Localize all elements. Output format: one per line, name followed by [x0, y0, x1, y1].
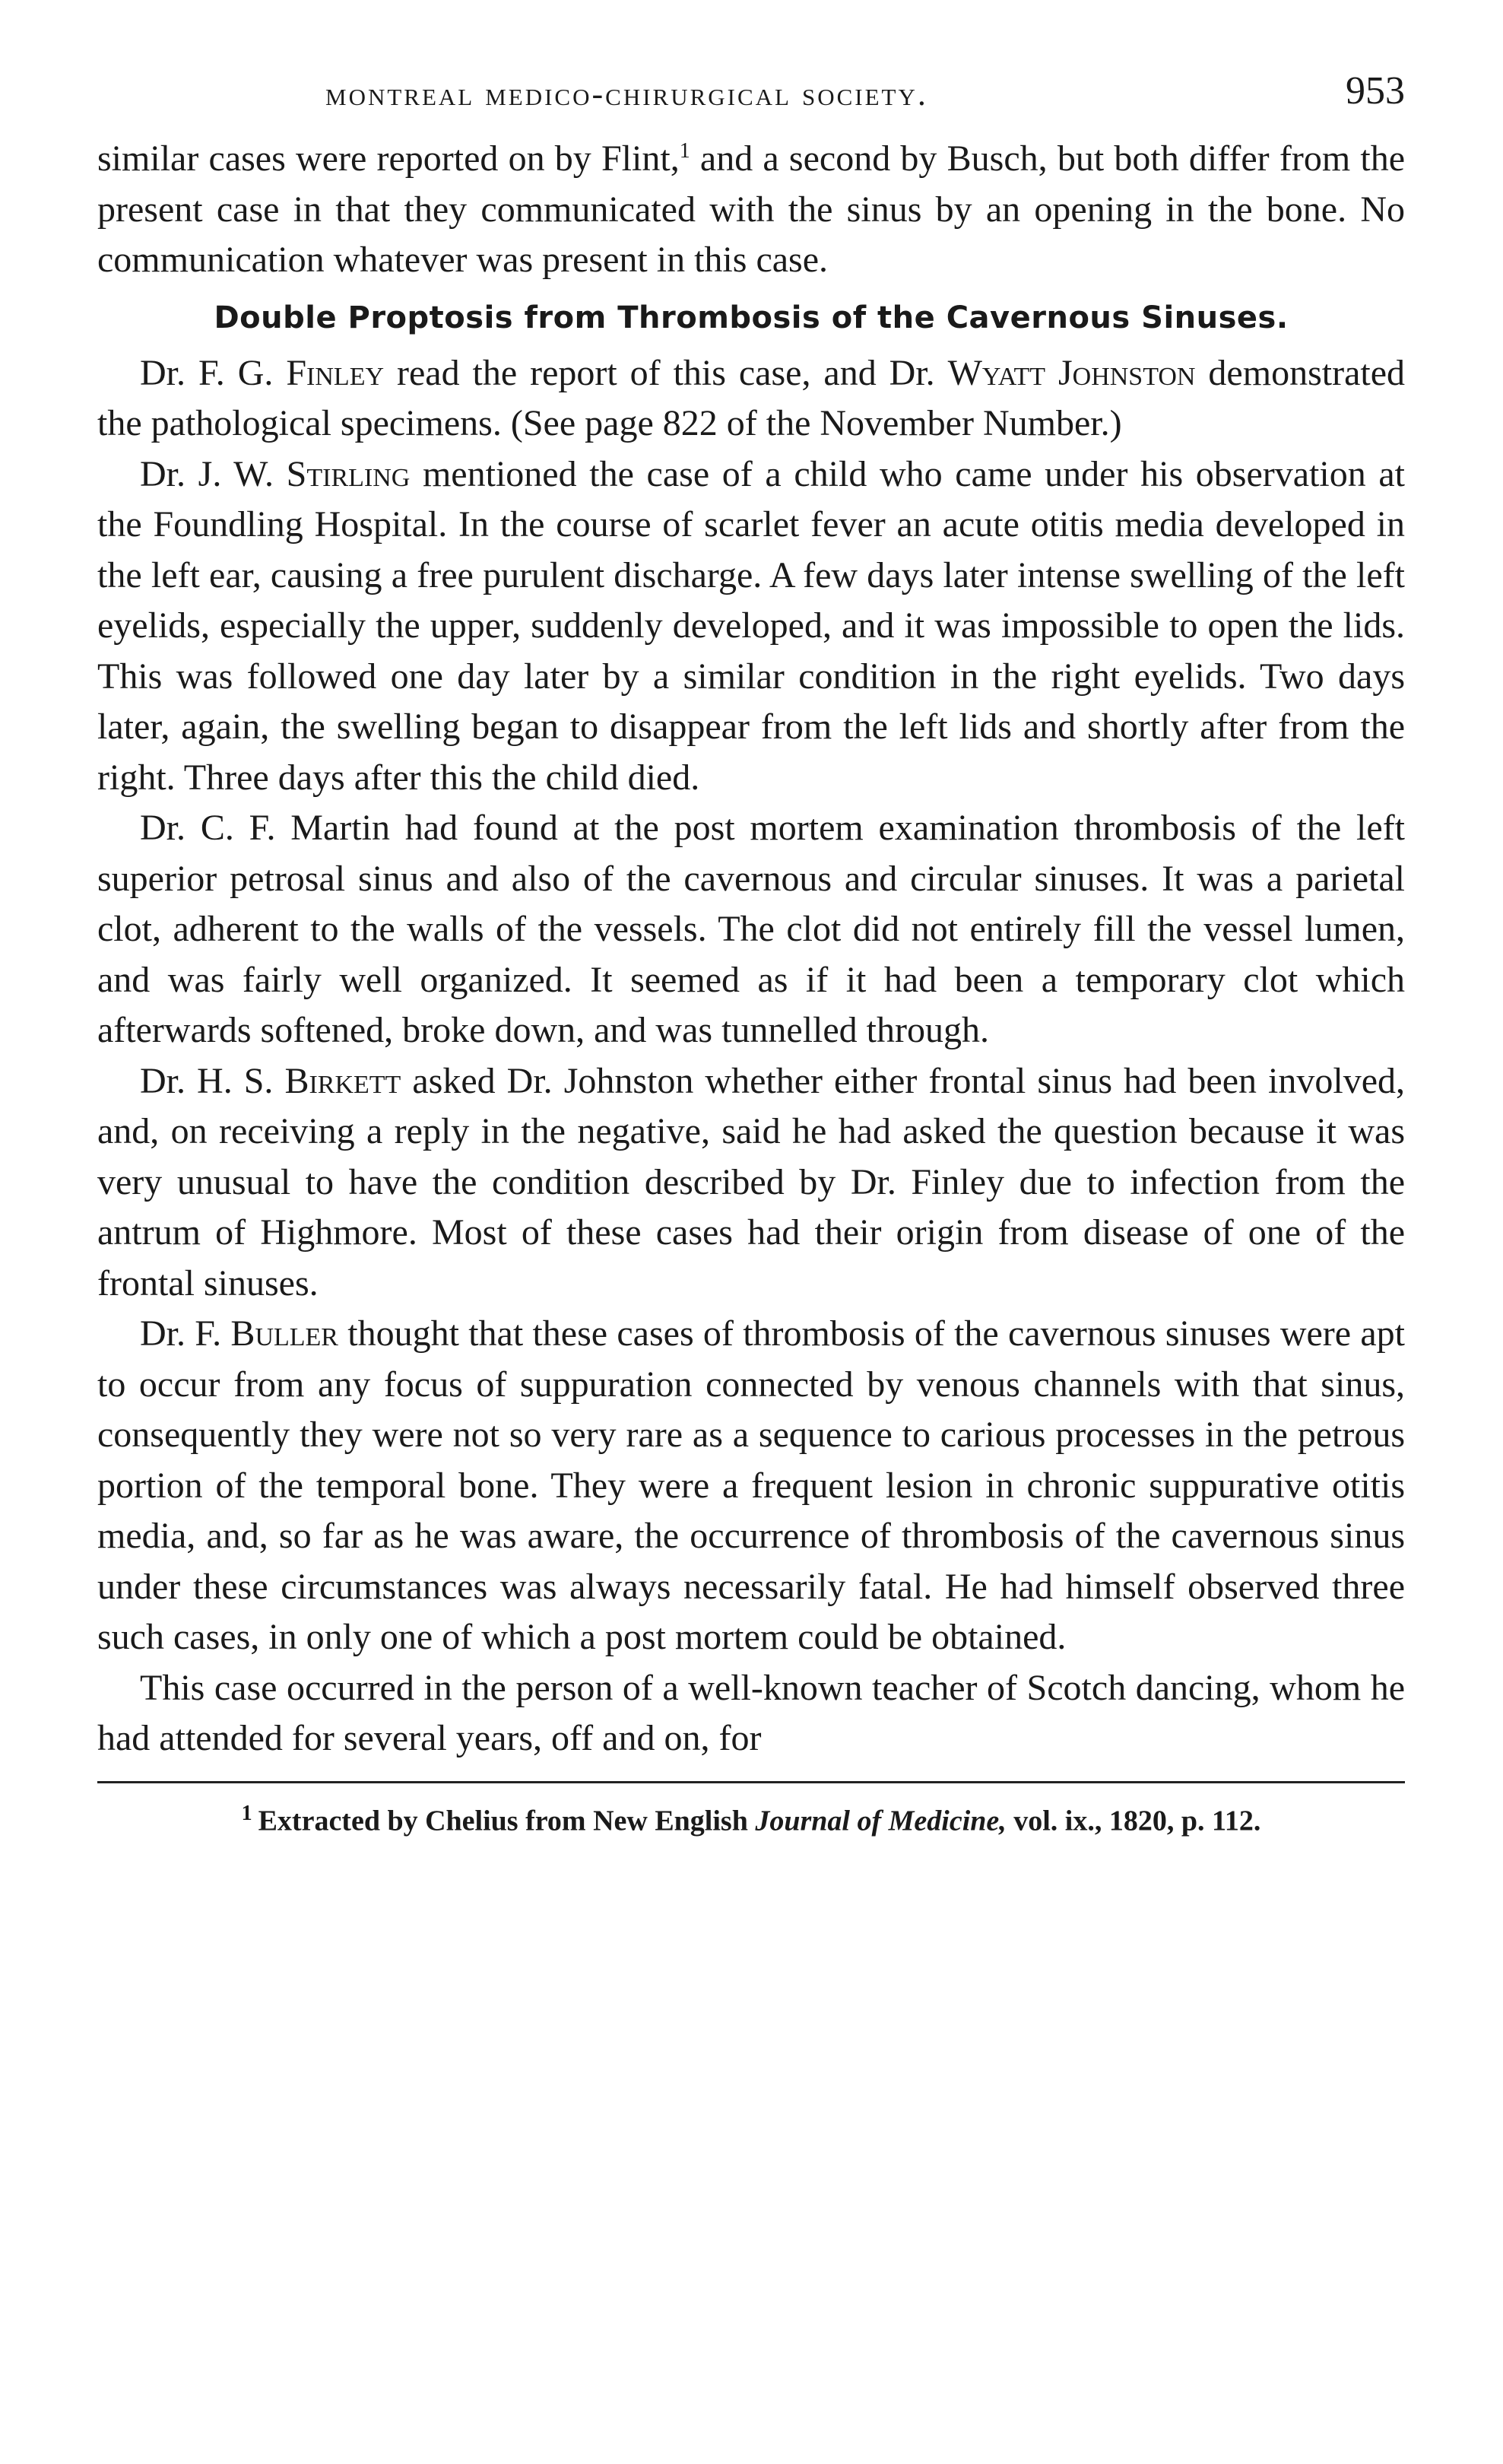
body-text — [97, 126, 1405, 1764]
paragraph-text: Dr. J. W. — [140, 453, 287, 494]
paragraph-text: demonstrated the pathological specimens. (See page 822 of the November Number.) — [97, 352, 1406, 443]
paragraph-text: Dr. F. G. — [140, 352, 287, 393]
paragraph-text: similar cases were reported on by Flint, — [97, 138, 680, 179]
running-head — [97, 68, 1405, 126]
footnote-text: Extracted by Chelius from New English — [258, 1805, 756, 1837]
speaker-name: Birkett — [284, 1060, 401, 1101]
paragraph-text: Dr. F. — [140, 1313, 231, 1354]
paragraph-text: asked Dr. Johnston whether either frontal sinus had been involved, and, on receiving a reply in the negative, said he had asked the question because it was very unusual to have the condition described by Dr. Finley due to infection from the antrum of Highmore. Most of these cases had their origin from disease of one of the frontal sinuses. — [97, 1060, 1406, 1303]
paragraph-buller — [97, 1309, 1405, 1663]
running-title: montreal medico-chirurgical society. — [325, 75, 928, 113]
page-number: 953 — [1346, 69, 1405, 113]
footnote-journal: Journal of Medicine, — [755, 1805, 1007, 1837]
paragraph-martin: Dr. C. F. Martin had found at the post mortem examination thrombosis of the left superior petrosal sinus and also of the cavernous and circular sinuses. It was a parietal clot, adherent to the walls of the vessels. The clot did not entirely fill the vessel lumen, and was fairly well organized. It seemed as if it had been a temporary clot which afterwards softened, broke down, and was tunnelled through. — [97, 808, 1405, 1050]
speaker-name: Finley — [286, 352, 385, 393]
paragraph-birkett — [97, 1056, 1405, 1310]
paragraph-text: Dr. H. S. — [140, 1060, 285, 1101]
footnote-marker: 1 — [241, 1801, 252, 1825]
footnote-text: vol. ix., 1820, p. 112. — [1006, 1805, 1261, 1837]
footnote — [97, 1794, 1405, 1841]
paragraph-finley — [97, 348, 1405, 449]
paragraph-continuation — [97, 126, 1405, 286]
paragraph-text: and a second by Busch, but both differ from the present case in that they communicated with the sinus by an opening in the bone. No communication whatever was present in this case. — [97, 138, 1405, 280]
speaker-name: Wyatt Johnston — [947, 352, 1196, 393]
paragraph-case: This case occurred in the person of a well-known teacher of Scotch dancing, whom he had attended for several years, off and on, for — [97, 1667, 1405, 1758]
section-heading: Double Proptosis from Thrombosis of the Cavernous Sinuses. — [214, 300, 1289, 335]
speaker-name: Stirling — [286, 453, 411, 494]
paragraph-text: read the report of this case, and Dr. — [384, 352, 948, 393]
speaker-name: Buller — [230, 1313, 338, 1354]
footnote-rule — [97, 1781, 1405, 1783]
page — [97, 68, 1405, 1840]
paragraph-text: mentioned the case of a child who came under his observation at the Foundling Hospital. In the course of scarlet fever an acute otitis media developed in the left ear, causing a free purulent discharge. A few days later intense swelling of the left eyelids, especially the upper, suddenly developed, and it was impossible to open the lids. This was followed one day later by a similar condition in the right eyelids. Two days later, again, the swelling began to disappear from the left lids and shortly after from the right. Three days after this the child died. — [97, 453, 1405, 798]
paragraph-stirling — [97, 449, 1405, 804]
paragraph-text: thought that these cases of thrombosis of the cavernous sinuses were apt to occur from any focus of suppuration connected by venous channels with that sinus, consequently they were not so very rare as a sequence to carious processes in the petrous portion of the temporal bone. They were a frequent lesion in chronic suppurative otitis media, and, so far as he was aware, the occurrence of thrombosis of the cavernous sinus under these circumstances was always necessarily fatal. He had himself observed three such cases, in only one of which a post mortem could be obtained. — [97, 1313, 1405, 1657]
footnote-reference: 1 — [679, 139, 690, 163]
